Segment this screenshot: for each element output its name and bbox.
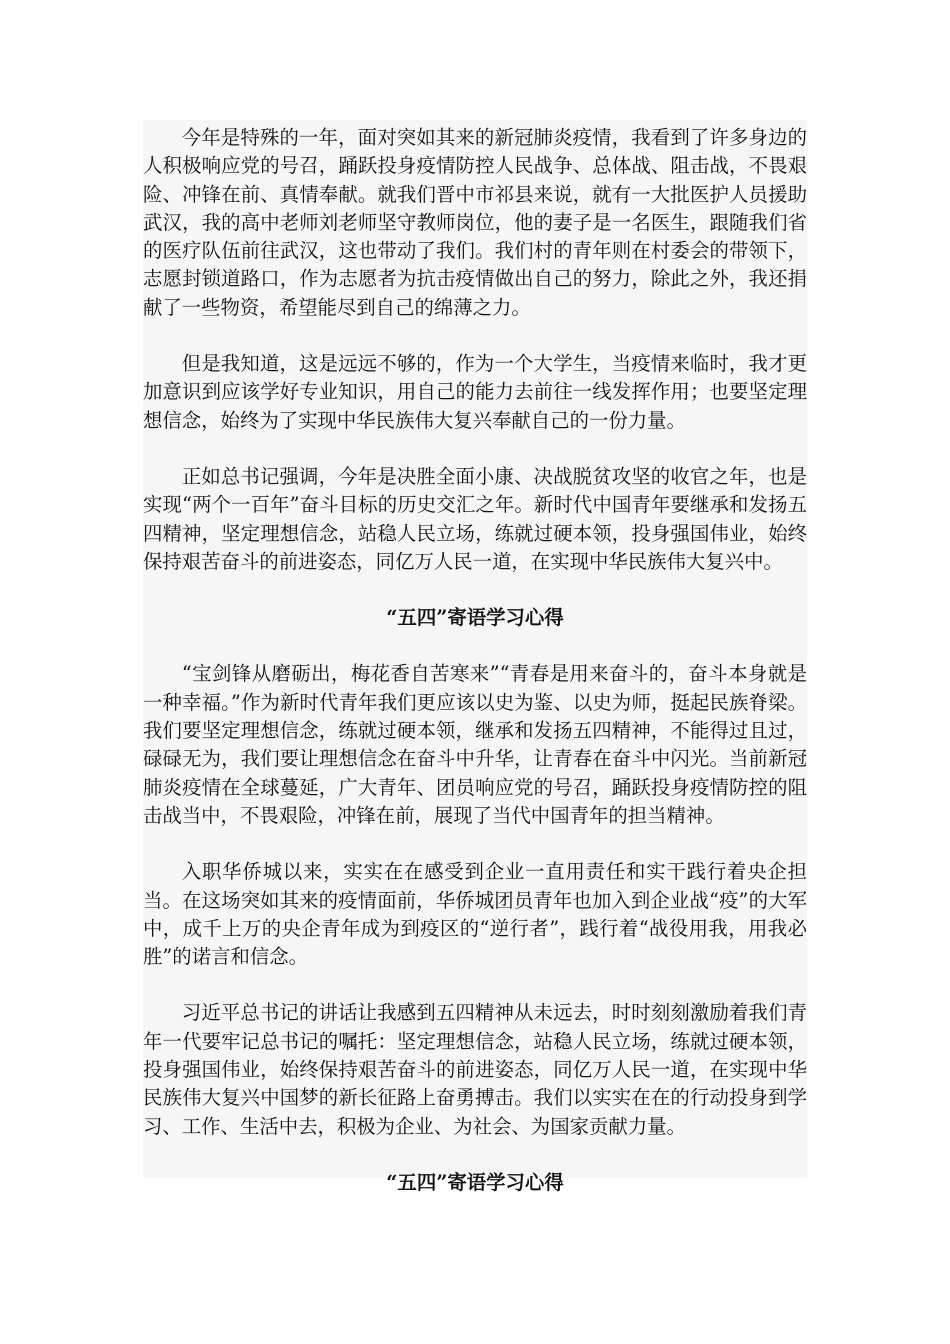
paragraph: 但是我知道，这是远远不够的，作为一个大学生，当疫情来临时，我才更加意识到应该学好专业知识，用自己的能力去前往一线发挥作用；也要坚定理想信念，始终为了实现中华民族伟大复兴奉献自己的一份力量。	[143, 352, 807, 432]
document-content	[143, 124, 807, 1197]
text-block	[143, 120, 807, 1194]
paragraph: “宝剑锋从磨砺出，梅花香自苦寒来”“青春是用来奋斗的，奋斗本身就是一种幸福。”作为新时代青年我们更应该以史为鉴、以史为师，挺起民族脊梁。我们要坚定理想信念，练就过硬本领，继承和发扬五四精神，不能得过且过，碌碌无为，我们要让理想信念在奋斗中升华，让青春在奋斗中闪光。当前新冠肺炎疫情在全球蔓延，广大青年、团员响应党的号召，踊跃投身疫情防控的阻击战当中，不畏艰险，冲锋在前，展现了当代中国青年的担当精神。	[143, 662, 807, 827]
paragraph: 习近平总书记的讲话让我感到五四精神从未远去，时时刻刻激励着我们青年一代要牢记总书记的嘱托：坚定理想信念，站稳人民立场，练就过硬本领，投身强国伟业，始终保持艰苦奋斗的前进姿态，同亿万人民一道，在实现中华民族伟大复兴中国梦的新长征路上奋勇搏击。我们以实实在在的行动投身到学习、工作、生活中去，积极为企业、为社会、为国家贡献力量。	[143, 1001, 807, 1138]
section-heading: “五四”寄语学习心得	[386, 606, 564, 630]
section-heading: “五四”寄语学习心得	[386, 1170, 564, 1194]
paragraph: 今年是特殊的一年，面对突如其来的新冠肺炎疫情，我看到了许多身边的人积极响应党的号召，踊跃投身疫情防控人民战争、总体战、阻击战，不畏艰险、冲锋在前、真情奉献。就我们晋中市祁县来说，就有一大批医护人员援助武汉，我的高中老师刘老师坚守教师岗位，他的妻子是一名医生，跟随我们省的医疗队伍前往武汉，这也带动了我们。我们村的青年则在村委会的带领下，志愿封锁道路口，作为志愿者为抗击疫情做出自己的努力，除此之外，我还捐献了一些物资，希望能尽到自己的绵薄之力。	[143, 126, 807, 319]
paragraph: 正如总书记强调，今年是决胜全面小康、决战脱贫攻坚的收官之年，也是实现“两个一百年”奋斗目标的历史交汇之年。新时代中国青年要继承和发扬五四精神，坚定理想信念，站稳人民立场，练就过硬本领，投身强国伟业，始终保持艰苦奋斗的前进姿态，同亿万人民一道，在实现中华民族伟大复兴中。	[143, 464, 807, 573]
paragraph: 入职华侨城以来，实实在在感受到企业一直用责任和实干践行着央企担当。在这场突如其来的疫情面前，华侨城团员青年也加入到企业战“疫”的大军中，成千上万的央企青年成为到疫区的“逆行者”，践行着“战役用我，用我必胜”的诺言和信念。	[143, 860, 807, 969]
